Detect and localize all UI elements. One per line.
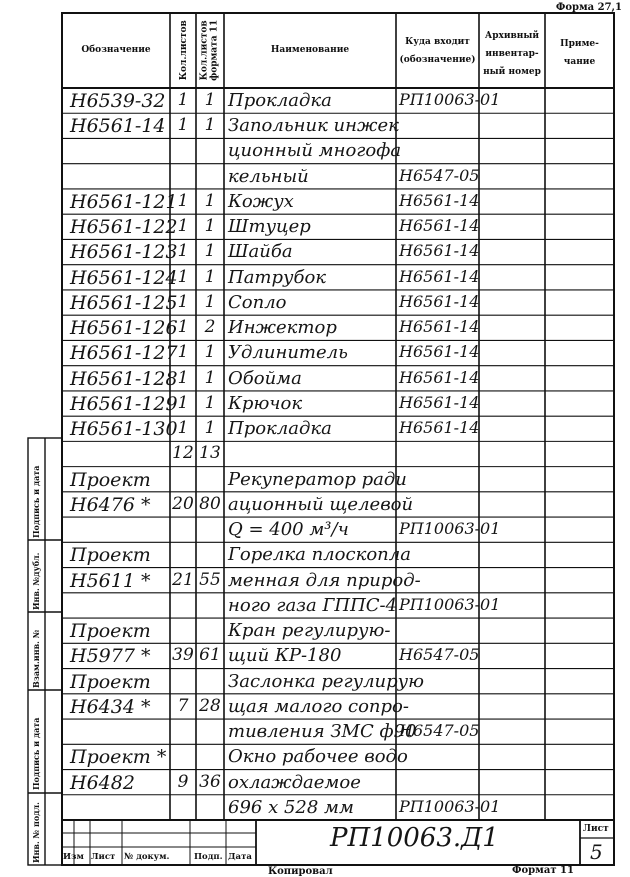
cell-designation: Н6561-130 — [70, 418, 178, 441]
cell-designation: Н6561-127 — [70, 342, 178, 365]
cell-format11: 13 — [199, 443, 221, 464]
tb-doc-no: № докум. — [124, 852, 170, 862]
cell-where: Н6547-05 — [399, 645, 480, 665]
cell-format11: 55 — [199, 569, 221, 590]
sidebar-inv-dubl: Инв. №дубл. — [31, 552, 41, 610]
tb-date: Дата — [228, 852, 252, 862]
header-sheets: Кол.листов — [178, 20, 189, 81]
cell-format11: 1 — [204, 190, 216, 211]
cell-designation: Н6561-126 — [70, 317, 178, 340]
cell-format11: 1 — [204, 115, 216, 136]
cell-format11: 1 — [204, 392, 216, 413]
cell-designation: Проект * — [70, 746, 167, 769]
sidebar-sign-date-2: Подпись и дата — [31, 717, 41, 790]
cell-sheets: 1 — [177, 190, 189, 211]
cell-name: Прокладка — [228, 90, 332, 111]
cell-designation: Проект — [70, 620, 151, 643]
cell-sheets: 20 — [172, 493, 194, 514]
cell-name: Обойма — [228, 367, 302, 389]
tb-sign: Подп. — [194, 852, 223, 862]
cell-where: Н6561-14 — [399, 266, 480, 286]
header-format11: Кол.листов формата 11 — [199, 19, 220, 81]
footer-copied: Копировал — [268, 866, 333, 877]
header-archive-2: инвентар- — [485, 49, 539, 59]
cell-name: Шайба — [228, 241, 293, 263]
form-label: Форма 27,1 — [555, 2, 622, 13]
cell-where: Н6547-05 — [399, 721, 480, 741]
header-note-1: Приме- — [560, 39, 599, 49]
cell-name: ационный щелевой — [228, 493, 414, 515]
cell-where: Н6561-14 — [399, 418, 480, 438]
cell-name: Заслонка регулирую — [228, 670, 424, 692]
cell-designation: Н6539-32 — [70, 90, 166, 112]
cell-designation: Н6561-124 — [70, 266, 178, 289]
cell-name: Инжектор — [228, 317, 337, 339]
cell-where: Н6561-14 — [399, 216, 480, 236]
cell-name: кельный — [228, 165, 309, 187]
cell-format11: 1 — [204, 216, 216, 237]
cell-sheets: 1 — [177, 90, 189, 110]
cell-name: Рекуператор ради — [228, 468, 407, 490]
cell-designation: Н6561-125 — [70, 291, 178, 314]
tb-izm: Изм — [63, 852, 84, 862]
header-where-2: (обозначение) — [399, 55, 476, 65]
cell-sheets: 1 — [177, 241, 189, 262]
cell-format11: 1 — [204, 418, 216, 439]
cell-format11: 1 — [204, 266, 216, 287]
sidebar-inv-podl: Инв. № подл. — [31, 802, 41, 863]
cell-name: Q = 400 м³/ч — [228, 519, 349, 541]
cell-name: 696 х 528 мм — [228, 796, 354, 818]
cell-name: ного газа ГППС-4 — [228, 594, 398, 616]
cell-designation: Н6482 — [70, 771, 135, 794]
cell-name: Штуцер — [228, 216, 311, 238]
cell-name: Крючок — [228, 392, 303, 414]
cell-where: РП10063-01 — [399, 796, 501, 816]
cell-designation: Проект — [70, 544, 151, 567]
cell-designation: Н6561-128 — [70, 367, 178, 390]
cell-name: Кран регулирую- — [228, 620, 391, 642]
cell-where: РП10063-01 — [399, 90, 501, 109]
cell-format11: 1 — [204, 291, 216, 312]
cell-name: ционный многофа — [228, 140, 402, 162]
sidebar-vzam-inv: Взам.инв. № — [31, 629, 41, 688]
cell-sheets: 1 — [177, 367, 189, 388]
cell-sheets: 1 — [177, 392, 189, 413]
cell-format11: 2 — [204, 317, 216, 338]
cell-where: Н6547-05 — [399, 165, 480, 185]
cell-format11: 1 — [204, 367, 216, 388]
cell-format11: 1 — [204, 241, 216, 262]
cell-where: Н6561-14 — [399, 367, 480, 387]
cell-sheets: 21 — [172, 569, 194, 590]
header-where-1: Куда входит — [405, 37, 470, 47]
footer-format: Формат 11 — [512, 865, 574, 876]
cell-sheets: 1 — [177, 216, 189, 237]
cell-designation: Н5977 * — [70, 645, 151, 668]
sheet-label: Лист — [583, 824, 609, 834]
cell-sheets: 39 — [172, 645, 194, 666]
cell-format11: 28 — [199, 695, 221, 716]
cell-name: менная для природ- — [228, 569, 421, 591]
cell-name: Кожух — [228, 190, 294, 212]
cell-sheets: 1 — [177, 266, 189, 287]
cell-designation: Н6561-122 — [70, 216, 178, 239]
document-code: РП10063.Д1 — [330, 823, 499, 853]
cell-format11: 1 — [204, 342, 216, 363]
header-designation: Обозначение — [81, 45, 151, 55]
cell-name: охлаждаемое — [228, 771, 361, 793]
cell-designation: Н6561-121 — [70, 190, 178, 213]
header-archive-3: ный номер — [483, 67, 541, 77]
cell-designation: Н6561-123 — [70, 241, 178, 264]
cell-sheets: 9 — [177, 771, 189, 792]
cell-designation: Н5611 * — [70, 569, 151, 592]
cell-designation: Н6476 * — [70, 493, 151, 516]
cell-format11: 61 — [199, 645, 221, 666]
cell-format11: 1 — [204, 90, 216, 110]
cell-name: Сопло — [228, 291, 287, 313]
cell-name: Запольник инжек — [228, 115, 399, 137]
header-name: Наименование — [270, 45, 350, 55]
cell-designation: Проект — [70, 670, 151, 693]
cell-where: РП10063-01 — [399, 519, 501, 539]
cell-designation: Проект — [70, 468, 151, 491]
cell-sheets: 1 — [177, 317, 189, 338]
cell-where: Н6561-14 — [399, 392, 480, 412]
cell-sheets: 12 — [172, 443, 194, 464]
cell-designation: Н6434 * — [70, 695, 151, 718]
cell-sheets: 7 — [177, 695, 189, 716]
cell-where: Н6561-14 — [399, 342, 480, 362]
cell-name: щая малого сопро- — [228, 695, 409, 717]
sheet-number: 5 — [590, 840, 603, 864]
cell-designation: Н6561-129 — [70, 392, 178, 415]
cell-name: щий КР-180 — [228, 645, 342, 667]
sidebar-sign-date-1: Подпись и дата — [31, 465, 41, 538]
tb-list: Лист — [91, 852, 116, 862]
cell-where: Н6561-14 — [399, 317, 480, 337]
cell-sheets: 1 — [177, 342, 189, 363]
cell-where: РП10063-01 — [399, 594, 501, 614]
cell-name: Окно рабочее водо — [228, 746, 408, 768]
cell-name: тивления ЗМС ф90 — [228, 721, 417, 743]
header-note-2: чание — [563, 57, 596, 67]
cell-format11: 80 — [199, 493, 221, 514]
cell-name: Удлинитель — [228, 342, 348, 364]
cell-name: Патрубок — [228, 266, 327, 288]
cell-designation: Н6561-14 — [70, 115, 166, 138]
cell-where: Н6561-14 — [399, 190, 480, 210]
cell-sheets: 1 — [177, 291, 189, 312]
cell-name: Горелка плоскопла — [228, 544, 411, 566]
cell-name: Прокладка — [228, 418, 332, 440]
cell-sheets: 1 — [177, 115, 189, 136]
cell-where: Н6561-14 — [399, 291, 480, 311]
cell-sheets: 1 — [177, 418, 189, 439]
cell-format11: 36 — [199, 771, 221, 792]
cell-where: Н6561-14 — [399, 241, 480, 261]
header-archive-1: Архивный — [484, 31, 540, 41]
